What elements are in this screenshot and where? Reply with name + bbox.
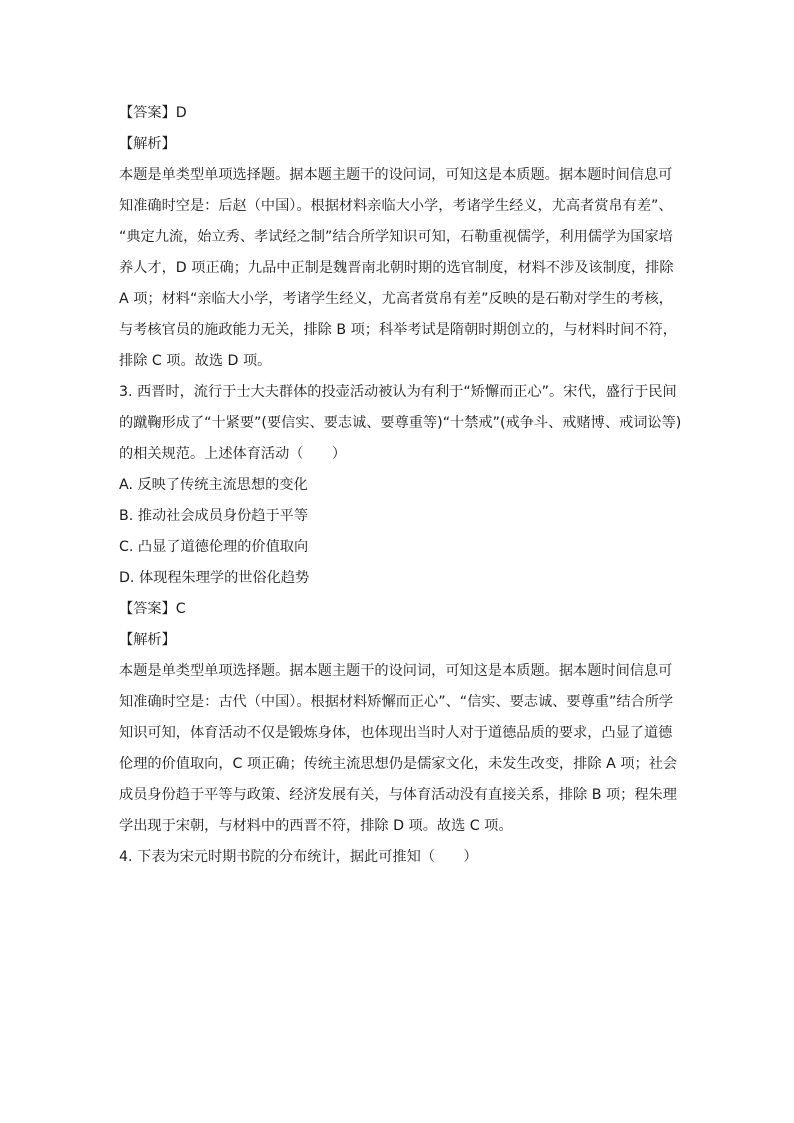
q2-analysis-line: 与考核官员的施政能力无关，排除 B 项；科举考试是隋朝时期创立的，与材料时间不符，: [119, 322, 677, 338]
q2-analysis-line: 排除 C 项。故选 D 项。: [119, 353, 272, 369]
q3-analysis-label: 【解析】: [119, 632, 176, 648]
q4-stem: 4. 下表为宋元时期书院的分布统计，据此可推知（ ）: [119, 849, 478, 865]
q3-stem-line: 的相关规范。上述体育活动（ ）: [119, 446, 347, 462]
q2-answer: 【答案】D: [119, 105, 187, 121]
q2-analysis-line: “典定九流，始立秀、孝试经之制”结合所学知识可知，石勒重视儒学，利用儒学为国家培: [119, 229, 673, 245]
q2-analysis-line: A 项；材料“亲临大小学，考诸学生经义，尤高者赏帛有差”反映的是石勒对学生的考核，: [119, 291, 673, 307]
q3-analysis-line: 学出现于宋朝，与材料中的西晋不符，排除 D 项。故选 C 项。: [119, 818, 513, 834]
q3-answer: 【答案】C: [119, 601, 186, 617]
q3-stem-line: 3. 西晋时，流行于士大夫群体的投壶活动被认为有利于“矫懈而正心”。宋代，盛行于民间: [119, 384, 677, 400]
q3-option-a: A. 反映了传统主流思想的变化: [119, 477, 308, 493]
q2-analysis-label: 【解析】: [119, 136, 176, 152]
question-content: [119, 98, 682, 873]
q3-option-c: C. 凸显了道德伦理的价值取向: [119, 539, 309, 555]
q3-analysis-line: 知准确时空是：古代（中国）。根据材料矫懈而正心”、“信实、要志诚、要尊重”结合所学: [119, 694, 674, 710]
q3-analysis-line: 本题是单类型单项选择题。据本题主题干的设问词，可知这是本质题。据本题时间信息可: [119, 663, 673, 679]
q2-analysis-line: 养人才，D 项正确；九品中正制是魏晋南北朝时期的选官制度，材料不涉及该制度，排除: [119, 260, 674, 276]
q3-option-d: D. 体现程朱理学的世俗化趋势: [119, 570, 310, 586]
q3-option-b: B. 推动社会成员身份趋于平等: [119, 508, 309, 524]
q3-analysis-line: 知识可知，体育活动不仅是锻炼身体，也体现出当时人对于道德品质的要求，凸显了道德: [119, 725, 673, 741]
q3-analysis-line: 成员身份趋于平等与政策、经济发展有关，与体育活动没有直接关系，排除 B 项；程朱理: [119, 787, 677, 803]
q3-analysis-line: 伦理的价值取向，C 项正确；传统主流思想仍是儒家文化，未发生改变，排除 A 项；社会: [119, 756, 678, 772]
q3-stem-line: 的蹴鞠形成了“十紧要”(要信实、要志诚、要尊重等)“十禁戒”(戒争斗、戒赌博、戒词讼等): [119, 415, 682, 431]
q2-analysis-line: 本题是单类型单项选择题。据本题主题干的设问词，可知这是本质题。据本题时间信息可: [119, 167, 673, 183]
q2-analysis-line: 知准确时空是：后赵（中国）。根据材料亲临大小学，考诸学生经义，尤高者赏帛有差”、: [119, 198, 673, 214]
